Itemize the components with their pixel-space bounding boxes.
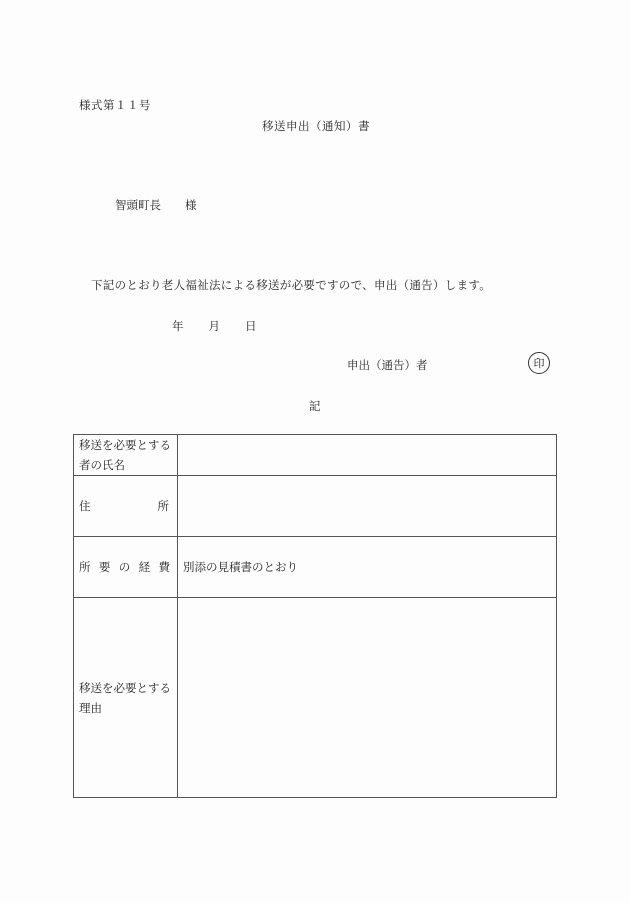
- month-label: 月: [208, 319, 220, 333]
- table-row-cost: [74, 537, 557, 598]
- label-subject-name: 移送を必要とする者の氏名: [74, 435, 178, 476]
- intro-text: 下記のとおり老人福祉法による移送が必要ですので、申出（通告）します。: [91, 278, 492, 292]
- addressee: [115, 197, 197, 213]
- label-reason: 移送を必要とする理由: [74, 598, 178, 798]
- addressee-honorific: 様: [185, 198, 197, 212]
- seal-icon: 印: [528, 352, 550, 374]
- document-title: 移送申出（通知）書: [262, 119, 370, 133]
- ki-heading: 記: [309, 399, 321, 413]
- field-subject-name[interactable]: [178, 435, 557, 476]
- label-address: 住 所: [74, 476, 178, 537]
- field-address[interactable]: [178, 476, 557, 537]
- year-label: 年: [172, 319, 184, 333]
- applicant-label: 申出（通告）者: [347, 358, 428, 372]
- form-table: [73, 434, 557, 798]
- addressee-name: 智頭町長: [115, 198, 161, 212]
- field-reason[interactable]: [178, 598, 557, 798]
- label-cost: 所 要 の 経 費: [74, 537, 178, 598]
- day-label: 日: [245, 319, 257, 333]
- form-number: 様式第１１号: [79, 98, 151, 112]
- date-line: [172, 318, 257, 334]
- table-row-name: [74, 435, 557, 476]
- table-row-address: [74, 476, 557, 537]
- field-cost[interactable]: 別添の見積書のとおり: [178, 537, 557, 598]
- table-row-reason: [74, 598, 557, 798]
